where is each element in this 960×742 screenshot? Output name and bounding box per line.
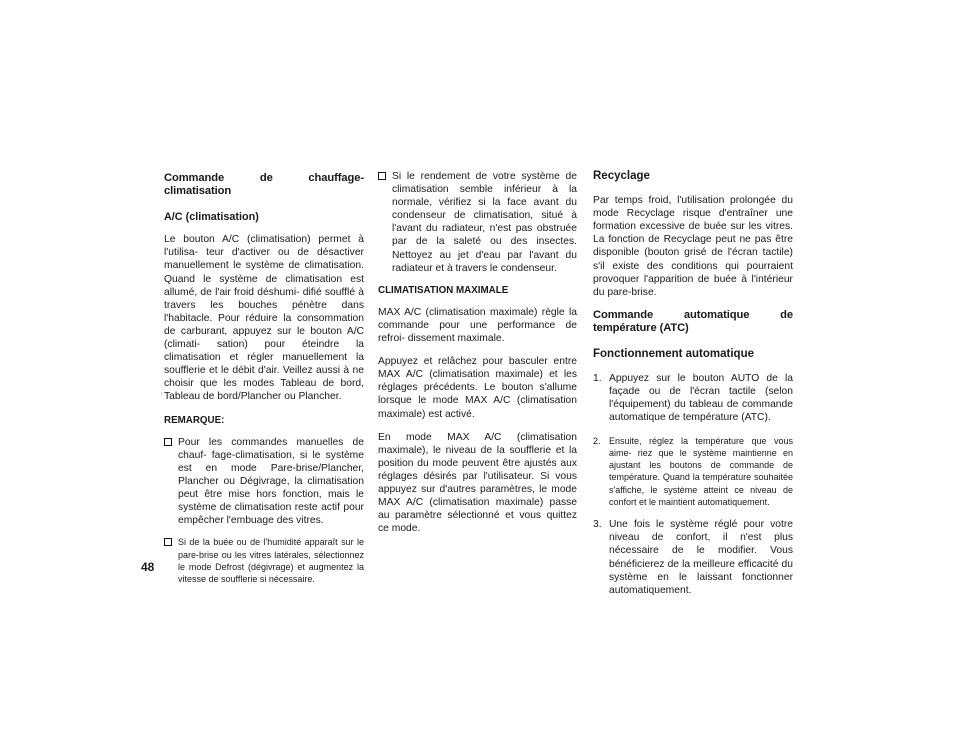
heading-auto-operation: Fonctionnement automatique: [593, 348, 754, 361]
paragraph-ac: Le bouton A/C (climatisation) permet à l'utilisa- teur d'activer ou de désactiver manuellement le système de climatisation. Quand le système de climatisation est allumé, de l'air froid déshumi- difié soufflé à travers les bouches pénètre dans l'habitacle. Pour réduire la consommation de carburant, appuyez sur le bouton A/C (climati- sation) pour éteindre la climatisation et régler manuellement la soufflerie et le débit d'air. Veillez aussi à ne choisir que les modes Tableau de bord, Tableau de bord/Plancher ou Plancher.: [164, 234, 364, 403]
bullet-text: Pour les commandes manuelles de chauf- fage-climatisation, si le système est en mode Pare-brise/Plancher, Plancher ou Dégivrage, la climatisation peut être mise hors fonction, mais le système de climatisation reste actif pour empêcher l'embuage des vitres.: [178, 436, 364, 527]
list-item: [593, 372, 793, 424]
paragraph-recirculation: Par temps froid, l'utilisation prolongée du mode Recyclage risque d'entraîner une formation excessive de buée sur les vitres. La fonction de Recyclage peut ne pas être disponible (bouton grisé de l'écran tactile) s'il existe des conditions qui pourraient provoquer l'apparition de buée à l'intérieur du pare-brise.: [593, 195, 793, 298]
section-title-text: [161, 160, 162, 430]
step-text: Appuyez sur le bouton AUTO de la façade ou de l'écran tactile (selon l'équipement) du tableau de commande automatique de température (ATC).: [609, 373, 793, 424]
column-right: [593, 170, 793, 607]
list-item: [378, 170, 577, 275]
step-number: 1.: [593, 373, 602, 385]
list-item: [164, 436, 364, 528]
step-text: Une fois le système réglé pour votre niveau de confort, il n'est plus nécessaire de le modifier. Vous bénéficierez de la meilleure efficacité du système en le laissant fonctionner automatiquement.: [609, 519, 793, 596]
heading-max-ac: CLIMATISATION MAXIMALE: [378, 284, 509, 296]
section-side-title: [138, 160, 162, 430]
list-item: [164, 536, 364, 585]
step-number: 2.: [593, 435, 601, 446]
list-item: [593, 435, 793, 509]
note-label: REMARQUE:: [164, 414, 225, 426]
heading-climate-control: Commande de chauffage-climatisation: [164, 172, 364, 198]
heading-recirculation: Recyclage: [593, 170, 650, 182]
bullet-text: Si de la buée ou de l'humidité apparaît sur le pare-brise ou les vitres latérales, sélectionnez le mode Defrost (dégivrage) et augmentez la vitesse de soufflerie si nécessaire.: [178, 537, 364, 585]
column-left: [164, 170, 364, 594]
bullet-text: Si le rendement de votre système de climatisation semble inférieur à la normale, vérifiez si la face avant du condenseur de climatisation, situé à l'avant du radiateur, n'est pas obstruée par de la saleté ou des insectes. Nettoyez au jet d'eau par l'avant du radiateur et à travers le condenseur.: [392, 171, 577, 274]
column-middle: [378, 170, 577, 545]
page-number: 48: [141, 560, 155, 574]
heading-atc: Commande automatique de température (ATC): [593, 308, 793, 334]
step-number: 3.: [593, 519, 602, 531]
checkbox-bullet-icon: [378, 172, 386, 180]
paragraph-max-ac-3: En mode MAX A/C (climatisation maximale), le niveau de la soufflerie et la position du mode peuvent être ajustés aux réglages désirés par l'utilisateur. Si vous appuyez sur d'autres paramètres, le mode MAX A/C (climatisation maximale) passe au paramètre sélectionné et vous quittez ce mode.: [378, 431, 577, 535]
list-item: [593, 518, 793, 597]
checkbox-bullet-icon: [164, 538, 172, 546]
checkbox-bullet-icon: [164, 438, 172, 446]
paragraph-max-ac-1: MAX A/C (climatisation maximale) règle la commande pour une performance de refroi- dissement maximale.: [378, 306, 577, 345]
paragraph-max-ac-2: Appuyez et relâchez pour basculer entre MAX A/C (climatisation maximale) et les réglages précédents. Le bouton s'allume lorsque le mode MAX A/C (climatisation maximale) est activé.: [378, 356, 577, 420]
step-text: Ensuite, réglez la température que vous aime- riez que le système maintienne en ajustant les boutons de commande de température. Quand la température souhaitée s'affiche, le système atteint ce niveau de confort et le maintient automatiquement.: [609, 435, 793, 507]
heading-ac: A/C (climatisation): [164, 211, 259, 224]
